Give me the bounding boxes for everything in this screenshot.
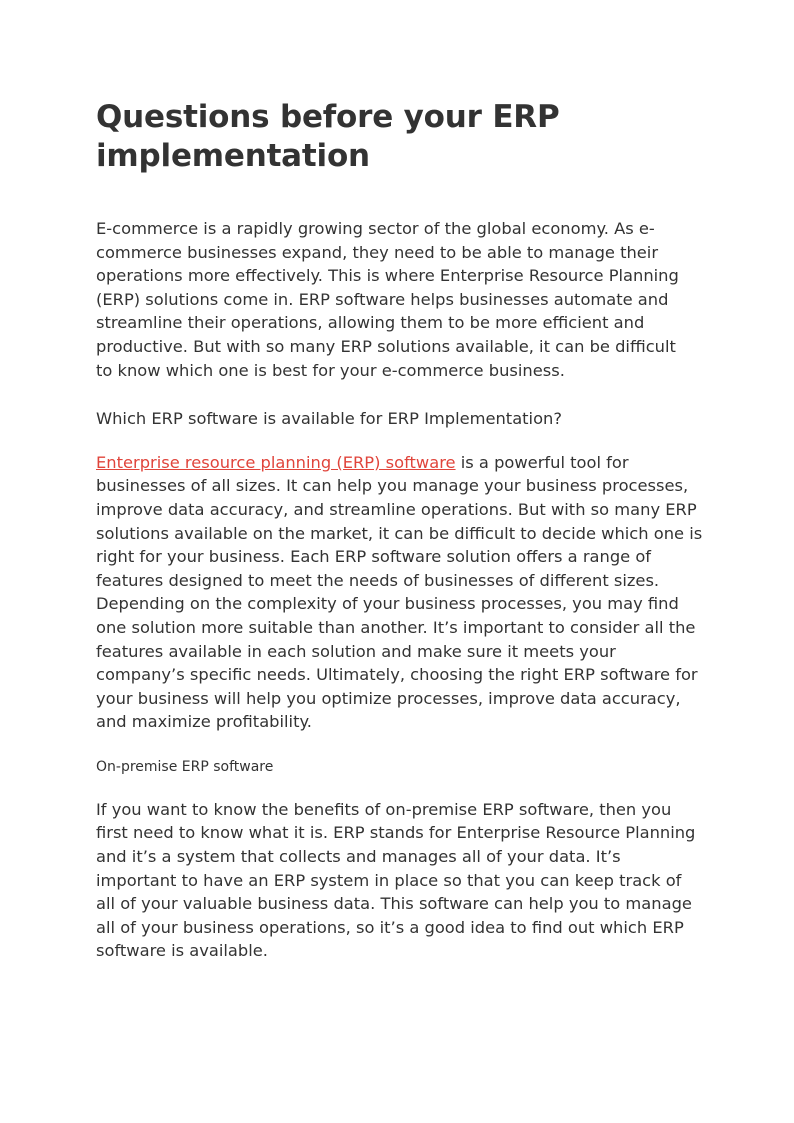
- section-subheading: On-premise ERP software: [96, 758, 274, 775]
- document-page: [96, 98, 706, 963]
- erp-software-link[interactable]: Enterprise resource planning (ERP) software: [96, 452, 456, 472]
- question-line: Which ERP software is available for ERP Implementation?: [96, 409, 562, 429]
- erp-paragraph-text: is a powerful tool for businesses of all sizes. It can help you manage your business processes, improve data accuracy, and streamline operations. But with so many ERP solutions available on the market, it can be difficult to decide which one is right for your business. Each ERP software solution offers a range of features designed to meet the needs of businesses of different sizes. Depending on the complexity of your business processes, you may find one solution more suitable than another. It’s important to consider all the features available in each solution and make sure it meets your company’s specific needs. Ultimately, choosing the right ERP software for your business will help you optimize processes, improve data accuracy, and maximize profitability.: [96, 452, 703, 732]
- intro-paragraph: E-commerce is a rapidly growing sector of the global economy. As e-commerce businesses expand, they need to be able to manage their operations more effectively. This is where Enterprise Resource Planning (ERP) solutions come in. ERP software helps businesses automate and streamline their operations, allowing them to be more efficient and productive. But with so many ERP solutions available, it can be difficult to know which one is best for your e-commerce business.: [96, 219, 679, 380]
- erp-paragraph: [96, 451, 706, 734]
- onpremise-paragraph: If you want to know the benefits of on-premise ERP software, then you first need to know what it is. ERP stands for Enterprise Resource Planning and it’s a system that collects and manages all of your data. It’s important to have an ERP system in place so that you can keep track of all of your valuable business data. This software can help you to manage all of your business operations, so it’s a good idea to find out which ERP software is available.: [96, 799, 696, 961]
- page-title: Questions before your ERP implementation: [96, 99, 560, 174]
